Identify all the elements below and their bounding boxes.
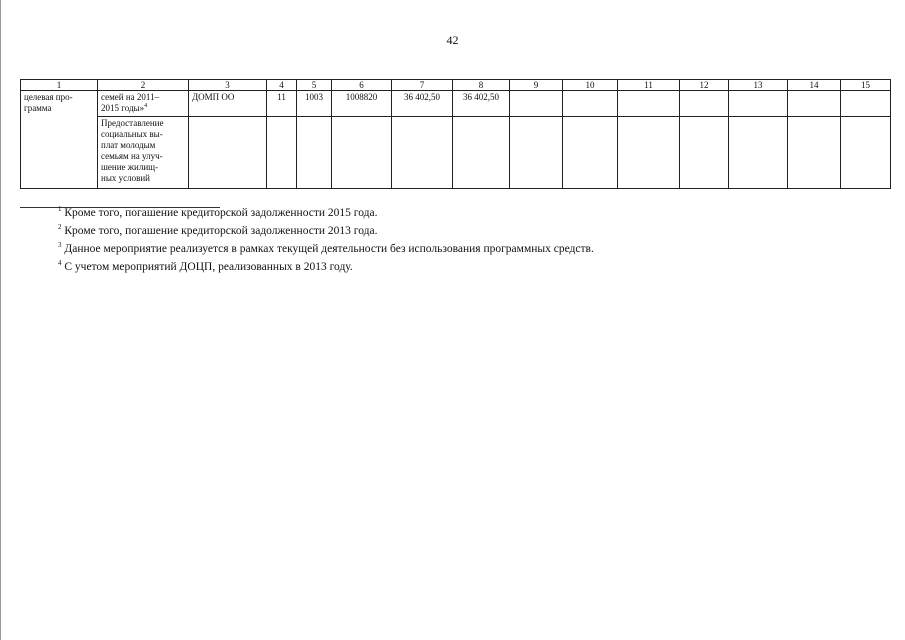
footnote-mark: 1 bbox=[58, 205, 62, 214]
footnotes bbox=[58, 206, 594, 278]
empty-cell bbox=[729, 117, 788, 189]
header-row bbox=[21, 80, 891, 91]
header-cell-15: 15 bbox=[841, 80, 891, 91]
table-row bbox=[21, 91, 891, 117]
table-row bbox=[21, 117, 891, 189]
footnote-3 bbox=[58, 242, 594, 256]
target-item-cell: 1008820 bbox=[332, 91, 392, 117]
responsible-cell: ДОМП ОО bbox=[189, 91, 267, 117]
footnote-mark: 3 bbox=[58, 241, 62, 250]
page-edge bbox=[0, 0, 1, 640]
empty-cell bbox=[189, 117, 267, 189]
empty-cell bbox=[841, 91, 891, 117]
measure-line: плат молодым bbox=[101, 140, 156, 150]
header-cell-14: 14 bbox=[788, 80, 841, 91]
empty-cell bbox=[563, 117, 618, 189]
header-cell-1: 1 bbox=[21, 80, 98, 91]
empty-cell bbox=[453, 117, 510, 189]
empty-cell bbox=[788, 91, 841, 117]
footnote-4 bbox=[58, 260, 594, 274]
section-cell: 1003 bbox=[297, 91, 332, 117]
header-cell-12: 12 bbox=[680, 80, 729, 91]
footnote-mark: 2 bbox=[58, 223, 62, 232]
header-cell-8: 8 bbox=[453, 80, 510, 91]
empty-cell bbox=[510, 117, 563, 189]
footnote-mark: 4 bbox=[58, 259, 62, 268]
code-cell: 11 bbox=[267, 91, 297, 117]
empty-cell bbox=[563, 91, 618, 117]
amount-cell-7: 36 402,50 bbox=[392, 91, 453, 117]
measure-line: семьям на улуч- bbox=[101, 151, 163, 161]
empty-cell bbox=[392, 117, 453, 189]
footnote-text: С учетом мероприятий ДОЦП, реализованных в 2013 году. bbox=[64, 261, 353, 273]
empty-cell bbox=[618, 117, 680, 189]
empty-cell bbox=[729, 91, 788, 117]
measure-line: социальных вы- bbox=[101, 129, 163, 139]
empty-cell bbox=[618, 91, 680, 117]
page-number: 42 bbox=[446, 33, 459, 47]
measure-line: шение жилищ- bbox=[101, 162, 159, 172]
empty-cell bbox=[267, 117, 297, 189]
header-cell-11: 11 bbox=[618, 80, 680, 91]
empty-cell bbox=[788, 117, 841, 189]
empty-cell bbox=[680, 91, 729, 117]
program-type-line-1: целевая про- bbox=[24, 92, 73, 102]
program-type-cell bbox=[21, 91, 98, 189]
header-cell-2: 2 bbox=[98, 80, 189, 91]
program-name-line-2: 2015 годы» bbox=[101, 103, 145, 113]
footnote-text: Кроме того, погашение кредиторской задолженности 2013 года. bbox=[64, 225, 378, 237]
header-cell-6: 6 bbox=[332, 80, 392, 91]
header-cell-9: 9 bbox=[510, 80, 563, 91]
measure-description-cell bbox=[98, 117, 189, 189]
header-cell-5: 5 bbox=[297, 80, 332, 91]
header-cell-7: 7 bbox=[392, 80, 453, 91]
measure-line: Предоставление bbox=[101, 118, 164, 128]
footnote-ref-4: 4 bbox=[144, 103, 148, 109]
header-cell-4: 4 bbox=[267, 80, 297, 91]
empty-cell bbox=[841, 117, 891, 189]
measure-line: ных условий bbox=[101, 173, 150, 183]
footnote-text: Кроме того, погашение кредиторской задолженности 2015 года. bbox=[64, 207, 378, 219]
empty-cell bbox=[510, 91, 563, 117]
header-cell-3: 3 bbox=[189, 80, 267, 91]
empty-cell bbox=[332, 117, 392, 189]
program-name-line-1: семей на 2011– bbox=[101, 92, 160, 102]
footnote-1 bbox=[58, 206, 594, 220]
footnote-text: Данное мероприятие реализуется в рамках текущей деятельности без использования программных средств. bbox=[64, 243, 594, 255]
amount-cell-8: 36 402,50 bbox=[453, 91, 510, 117]
program-type-line-2: грамма bbox=[24, 103, 52, 113]
budget-table bbox=[20, 79, 891, 189]
header-cell-10: 10 bbox=[563, 80, 618, 91]
footnote-2 bbox=[58, 224, 594, 238]
empty-cell bbox=[680, 117, 729, 189]
header-cell-13: 13 bbox=[729, 80, 788, 91]
program-name-cell bbox=[98, 91, 189, 117]
empty-cell bbox=[297, 117, 332, 189]
